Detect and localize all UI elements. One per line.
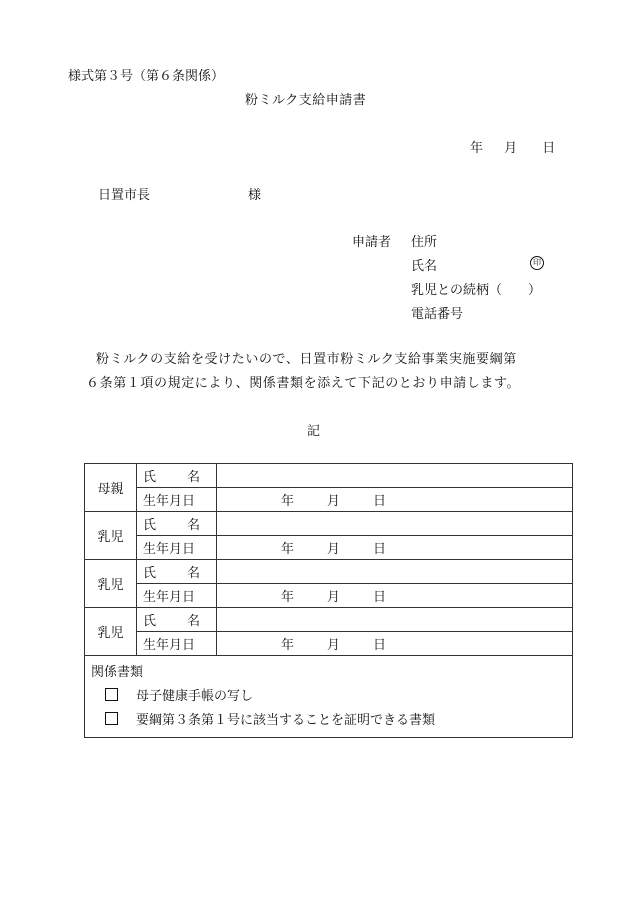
- dob-units: [217, 634, 572, 653]
- name-label-part: 氏: [143, 470, 157, 485]
- statement-line-1: 粉ミルクの支給を受けたいので、日置市粉ミルク支給事業実施要綱第: [96, 352, 517, 367]
- table-row: [85, 488, 573, 512]
- form-number: 様式第３号（第６条関係）: [68, 69, 225, 84]
- name-label-part: 氏: [143, 518, 157, 533]
- dob-month-unit: 月: [327, 590, 341, 605]
- name-input[interactable]: [217, 560, 573, 584]
- name-label: [137, 464, 217, 488]
- dob-input[interactable]: [217, 536, 573, 560]
- group-label: 乳児: [85, 608, 137, 656]
- name-label: [137, 608, 217, 632]
- dob-year-unit: 年: [281, 590, 295, 605]
- addressee-name: 日置市長: [98, 188, 151, 203]
- checkbox-icon[interactable]: [105, 712, 118, 725]
- dob-label: 生年月日: [137, 488, 217, 512]
- name-input[interactable]: [217, 512, 573, 536]
- doc-item: [91, 709, 566, 733]
- table-row: [85, 512, 573, 536]
- name-label-part: 氏: [143, 614, 157, 629]
- dob-input[interactable]: [217, 488, 573, 512]
- table-row: [85, 464, 573, 488]
- doc-item-label: 母子健康手帳の写し: [136, 689, 254, 704]
- group-label: 母親: [85, 464, 137, 512]
- ki-heading: 記: [307, 424, 321, 439]
- date-day-input[interactable]: 日: [542, 141, 556, 156]
- addressee-honorific: 様: [248, 188, 262, 203]
- table-row: [85, 584, 573, 608]
- dob-input[interactable]: [217, 584, 573, 608]
- dob-units: [217, 538, 572, 557]
- name-input[interactable]: [217, 464, 573, 488]
- dob-label: 生年月日: [137, 536, 217, 560]
- dob-day-unit: 日: [373, 638, 387, 653]
- applicant-name-field[interactable]: 氏名: [411, 259, 438, 274]
- applicant-relation-field[interactable]: 乳児との続柄（ ）: [411, 283, 542, 298]
- dob-label: 生年月日: [137, 632, 217, 656]
- application-statement: [70, 348, 570, 396]
- applicant-label: 申請者: [352, 235, 392, 250]
- group-label: 乳児: [85, 560, 137, 608]
- record-table: [84, 463, 573, 738]
- dob-label: 生年月日: [137, 584, 217, 608]
- doc-item-label: 要綱第３条第１号に該当することを証明できる書類: [136, 713, 436, 728]
- dob-month-unit: 月: [327, 494, 341, 509]
- dob-day-unit: 日: [373, 494, 387, 509]
- statement-line-2: ６条第１項の規定により、関係書類を添えて下記のとおり申請します。: [86, 376, 521, 391]
- date-line: [470, 137, 555, 156]
- name-label-part: 名: [187, 614, 201, 629]
- dob-month-unit: 月: [327, 542, 341, 557]
- dob-day-unit: 日: [373, 590, 387, 605]
- doc-item: [91, 685, 566, 709]
- group-label: 乳児: [85, 512, 137, 560]
- addressee: [98, 184, 262, 203]
- date-month-input[interactable]: 月: [504, 141, 518, 156]
- dob-year-unit: 年: [281, 494, 295, 509]
- page-title: 粉ミルク支給申請書: [245, 93, 367, 108]
- name-label: [137, 560, 217, 584]
- dob-month-unit: 月: [327, 638, 341, 653]
- dob-year-unit: 年: [281, 638, 295, 653]
- date-year-input[interactable]: 年: [470, 141, 484, 156]
- table-row: [85, 560, 573, 584]
- table-row: [85, 632, 573, 656]
- name-label: [137, 512, 217, 536]
- seal-mark: 印: [530, 256, 544, 270]
- dob-input[interactable]: [217, 632, 573, 656]
- applicant-phone-field[interactable]: 電話番号: [411, 307, 464, 322]
- dob-day-unit: 日: [373, 542, 387, 557]
- related-docs-cell: [85, 656, 573, 738]
- name-label-part: 名: [187, 566, 201, 581]
- dob-units: [217, 586, 572, 605]
- name-label-part: 氏: [143, 566, 157, 581]
- name-input[interactable]: [217, 608, 573, 632]
- table-row: [85, 608, 573, 632]
- applicant-address-field[interactable]: 住所: [411, 235, 438, 250]
- dob-year-unit: 年: [281, 542, 295, 557]
- dob-units: [217, 490, 572, 509]
- related-docs-row: [85, 656, 573, 738]
- name-label-part: 名: [187, 470, 201, 485]
- checkbox-icon[interactable]: [105, 688, 118, 701]
- table-row: [85, 536, 573, 560]
- related-docs-title: 関係書類: [91, 665, 144, 680]
- name-label-part: 名: [187, 518, 201, 533]
